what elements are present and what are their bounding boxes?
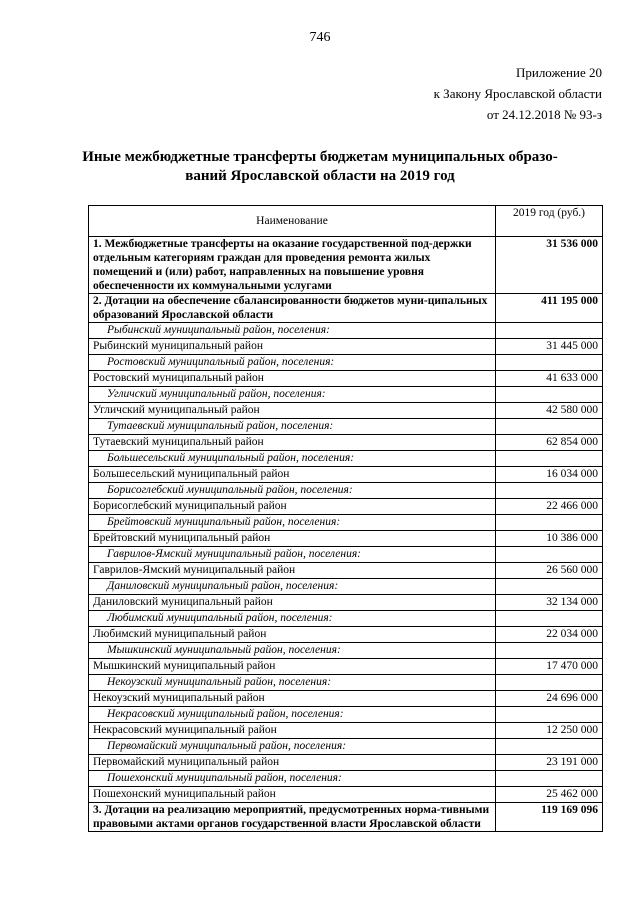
row-name: Некоузский муниципальный район (89, 691, 496, 707)
table-row (89, 755, 603, 771)
table-row (89, 803, 603, 832)
subgroup-label: Тутаевский муниципальный район, поселения: (89, 419, 496, 435)
row-name: Борисоглебский муниципальный район (89, 499, 496, 515)
row-value (496, 323, 603, 339)
table-row (89, 547, 603, 563)
table-row (89, 515, 603, 531)
subgroup-label: Угличский муниципальный район, поселения: (89, 387, 496, 403)
subgroup-label: Некоузский муниципальный район, поселения: (89, 675, 496, 691)
row-value (496, 419, 603, 435)
table-row (89, 579, 603, 595)
appendix-line-3: от 24.12.2018 № 93-з (486, 107, 602, 122)
row-value (496, 611, 603, 627)
table-row (89, 387, 603, 403)
row-value (496, 579, 603, 595)
row-name: Гаврилов-Ямский муниципальный район (89, 563, 496, 579)
row-value: 41 633 000 (496, 371, 603, 387)
table-row (89, 675, 603, 691)
row-name: Угличский муниципальный район (89, 403, 496, 419)
row-value: 62 854 000 (496, 435, 603, 451)
row-name: Мышкинский муниципальный район (89, 659, 496, 675)
table-row (89, 483, 603, 499)
subgroup-label: Гаврилов-Ямский муниципальный район, поселения: (89, 547, 496, 563)
table-row (89, 294, 603, 323)
transfers-table (88, 205, 603, 832)
table-row (89, 627, 603, 643)
row-value: 10 386 000 (496, 531, 603, 547)
row-name: Рыбинский муниципальный район (89, 339, 496, 355)
row-value (496, 643, 603, 659)
row-value: 119 169 096 (496, 803, 603, 832)
row-value (496, 387, 603, 403)
table-row (89, 611, 603, 627)
subgroup-label: Большесельский муниципальный район, поселения: (89, 451, 496, 467)
subgroup-label: Мышкинский муниципальный район, поселения: (89, 643, 496, 659)
row-value: 22 034 000 (496, 627, 603, 643)
row-value: 12 250 000 (496, 723, 603, 739)
row-name: 1. Межбюджетные трансферты на оказание государственной под-держки отдельным категориям граждан для проведения ремонта жилых помещений и (или) работ, направленных на повышение уровня обеспеченности их коммунальными услугами (89, 237, 496, 294)
table-row (89, 323, 603, 339)
row-value: 32 134 000 (496, 595, 603, 611)
table-row (89, 499, 603, 515)
row-value (496, 739, 603, 755)
subgroup-label: Борисоглебский муниципальный район, поселения: (89, 483, 496, 499)
subgroup-label: Первомайский муниципальный район, поселения: (89, 739, 496, 755)
table-row (89, 451, 603, 467)
subgroup-label: Даниловский муниципальный район, поселения: (89, 579, 496, 595)
row-value: 24 696 000 (496, 691, 603, 707)
row-value (496, 675, 603, 691)
document-title: Иные межбюджетные трансферты бюджетам муниципальных образо-ваний Ярославской области на 2019 год (82, 149, 558, 184)
subgroup-label: Ростовский муниципальный район, поселения: (89, 355, 496, 371)
page-number: 746 (309, 30, 331, 45)
row-value: 22 466 000 (496, 499, 603, 515)
table-row (89, 435, 603, 451)
subgroup-label: Пошехонский муниципальный район, поселения: (89, 771, 496, 787)
table-row (89, 595, 603, 611)
table-row (89, 467, 603, 483)
table-header-row (89, 206, 603, 237)
table-row (89, 723, 603, 739)
row-value (496, 771, 603, 787)
row-name: 3. Дотации на реализацию мероприятий, предусмотренных норма-тивными правовыми актами органов государственной власти Ярославской области (89, 803, 496, 832)
row-value (496, 547, 603, 563)
row-name: Первомайский муниципальный район (89, 755, 496, 771)
appendix-line-1: Приложение 20 (515, 65, 602, 80)
header-name: Наименование (89, 206, 496, 237)
table-row (89, 739, 603, 755)
table-row (89, 563, 603, 579)
subgroup-label: Брейтовский муниципальный район, поселения: (89, 515, 496, 531)
table-row (89, 707, 603, 723)
table-row (89, 643, 603, 659)
table-row (89, 419, 603, 435)
row-value: 17 470 000 (496, 659, 603, 675)
table-row (89, 771, 603, 787)
table-row (89, 787, 603, 803)
row-value (496, 451, 603, 467)
subgroup-label: Рыбинский муниципальный район, поселения: (89, 323, 496, 339)
row-value: 23 191 000 (496, 755, 603, 771)
row-value (496, 355, 603, 371)
table-row (89, 531, 603, 547)
subgroup-label: Некрасовский муниципальный район, поселения: (89, 707, 496, 723)
row-value: 25 462 000 (496, 787, 603, 803)
subgroup-label: Любимский муниципальный район, поселения: (89, 611, 496, 627)
row-name: Любимский муниципальный район (89, 627, 496, 643)
row-value: 42 580 000 (496, 403, 603, 419)
row-name: Некрасовский муниципальный район (89, 723, 496, 739)
table-row (89, 371, 603, 387)
table-body (89, 237, 603, 832)
table-row (89, 659, 603, 675)
row-name: Ростовский муниципальный район (89, 371, 496, 387)
row-name: Пошехонский муниципальный район (89, 787, 496, 803)
appendix-reference (434, 62, 602, 125)
table-row (89, 355, 603, 371)
row-value: 26 560 000 (496, 563, 603, 579)
table-row (89, 691, 603, 707)
row-name: Брейтовский муниципальный район (89, 531, 496, 547)
appendix-line-2: к Закону Ярославской области (433, 86, 602, 101)
table-row (89, 237, 603, 294)
header-value: 2019 год (руб.) (496, 206, 603, 237)
row-value: 16 034 000 (496, 467, 603, 483)
table-row (89, 339, 603, 355)
row-value (496, 483, 603, 499)
row-value: 31 445 000 (496, 339, 603, 355)
row-value: 31 536 000 (496, 237, 603, 294)
row-value (496, 515, 603, 531)
row-value (496, 707, 603, 723)
row-name: Тутаевский муниципальный район (89, 435, 496, 451)
row-name: 2. Дотации на обеспечение сбалансированности бюджетов муни-ципальных образований Ярославской области (89, 294, 496, 323)
table-row (89, 403, 603, 419)
row-name: Большесельский муниципальный район (89, 467, 496, 483)
row-value: 411 195 000 (496, 294, 603, 323)
row-name: Даниловский муниципальный район (89, 595, 496, 611)
